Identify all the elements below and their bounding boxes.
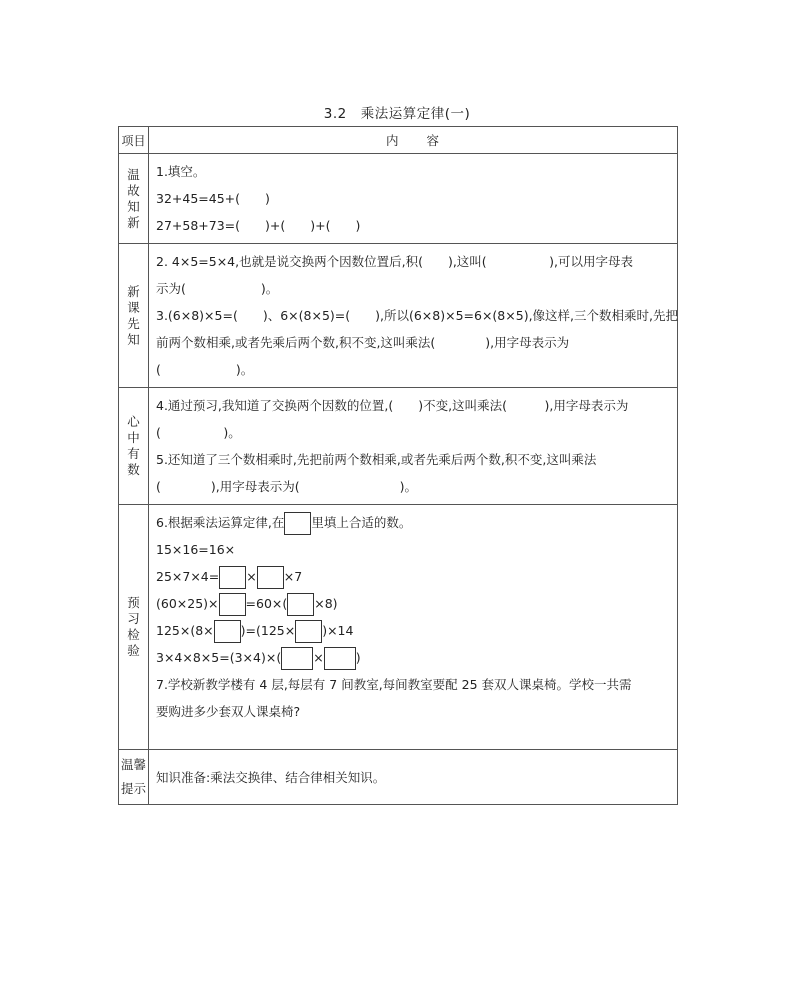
eq4-part: 125×(8× bbox=[156, 623, 214, 638]
q6-post: 里填上合适的数。 bbox=[311, 515, 412, 530]
q5-line1: 5.还知道了三个数相乘时,先把前两个数相乘,或者先乘后两个数,积不变,这叫乘法 bbox=[156, 452, 597, 467]
eq5-part: 3×4×8×5=(3×4)×( bbox=[156, 650, 282, 665]
header-content: 内 容 bbox=[149, 127, 678, 154]
row-mind bbox=[119, 388, 678, 505]
q1-a: 32+45=45+( ) bbox=[156, 191, 270, 206]
eq2-part: 25×7×4= bbox=[156, 569, 220, 584]
row-tips bbox=[119, 750, 678, 805]
label-check: 预习检验 bbox=[127, 595, 140, 658]
table-header-row bbox=[119, 127, 678, 154]
answer-box[interactable] bbox=[214, 620, 241, 643]
answer-box[interactable] bbox=[287, 593, 314, 616]
eq3-part: (60×25)× bbox=[156, 596, 219, 611]
q7-line1: 7.学校新教学楼有 4 层,每层有 7 间教室,每间教室要配 25 套双人课桌椅。学校一共需 bbox=[156, 677, 632, 692]
answer-box[interactable] bbox=[284, 512, 311, 535]
eq3-part: =60×( bbox=[245, 596, 288, 611]
eq4-part: )=(125× bbox=[240, 623, 296, 638]
row-new bbox=[119, 244, 678, 388]
label-review: 温故知新 bbox=[127, 166, 140, 230]
worksheet-table bbox=[118, 126, 678, 805]
q1-title: 1.填空。 bbox=[156, 164, 206, 179]
q6-pre: 6.根据乘法运算定律,在 bbox=[156, 515, 285, 530]
q4-line2: ( )。 bbox=[156, 425, 241, 440]
eq4-part: )×14 bbox=[322, 623, 354, 638]
header-item: 项目 bbox=[119, 127, 149, 154]
row-check bbox=[119, 505, 678, 750]
q3-line1: 3.(6×8)×5=( )、6×(8×5)=( ),所以(6×8)×5=6×(8×5),像这样,三个数相乘时,先把 bbox=[156, 308, 678, 323]
q1-b: 27+58+73=( )+( )+( ) bbox=[156, 218, 361, 233]
eq2-part: ×7 bbox=[283, 569, 303, 584]
label-tips: 温馨提示 bbox=[120, 757, 146, 796]
q5-line2: ( ),用字母表示为( )。 bbox=[156, 479, 417, 494]
row-review bbox=[119, 154, 678, 244]
answer-box[interactable] bbox=[324, 647, 356, 670]
answer-box[interactable] bbox=[295, 620, 322, 643]
eq1: 15×16=16× bbox=[156, 542, 236, 557]
q3-line3: ( )。 bbox=[156, 362, 254, 377]
eq2-part: × bbox=[246, 569, 257, 584]
q2-line1: 2. 4×5=5×4,也就是说交换两个因数位置后,积( ),这叫( ),可以用字母表 bbox=[156, 254, 634, 269]
eq5-part: × bbox=[313, 650, 324, 665]
eq3-part: ×8) bbox=[314, 596, 338, 611]
answer-box[interactable] bbox=[219, 593, 246, 616]
eq5-part: ) bbox=[355, 650, 361, 665]
q2-line2: 示为( )。 bbox=[156, 281, 279, 296]
tips-text: 知识准备:乘法交换律、结合律相关知识。 bbox=[149, 750, 678, 805]
answer-box[interactable] bbox=[219, 566, 246, 589]
answer-box[interactable] bbox=[257, 566, 284, 589]
q7-line2: 要购进多少套双人课桌椅? bbox=[156, 704, 301, 719]
label-mind: 心中有数 bbox=[127, 414, 140, 477]
q3-line2: 前两个数相乘,或者先乘后两个数,积不变,这叫乘法( ),用字母表示为 bbox=[156, 335, 570, 350]
page-title: 3.2 乘法运算定律(一) bbox=[323, 106, 471, 122]
q4-line1: 4.通过预习,我知道了交换两个因数的位置,( )不变,这叫乘法( ),用字母表示为 bbox=[156, 398, 629, 413]
label-new: 新课先知 bbox=[127, 283, 140, 347]
answer-box[interactable] bbox=[281, 647, 313, 670]
